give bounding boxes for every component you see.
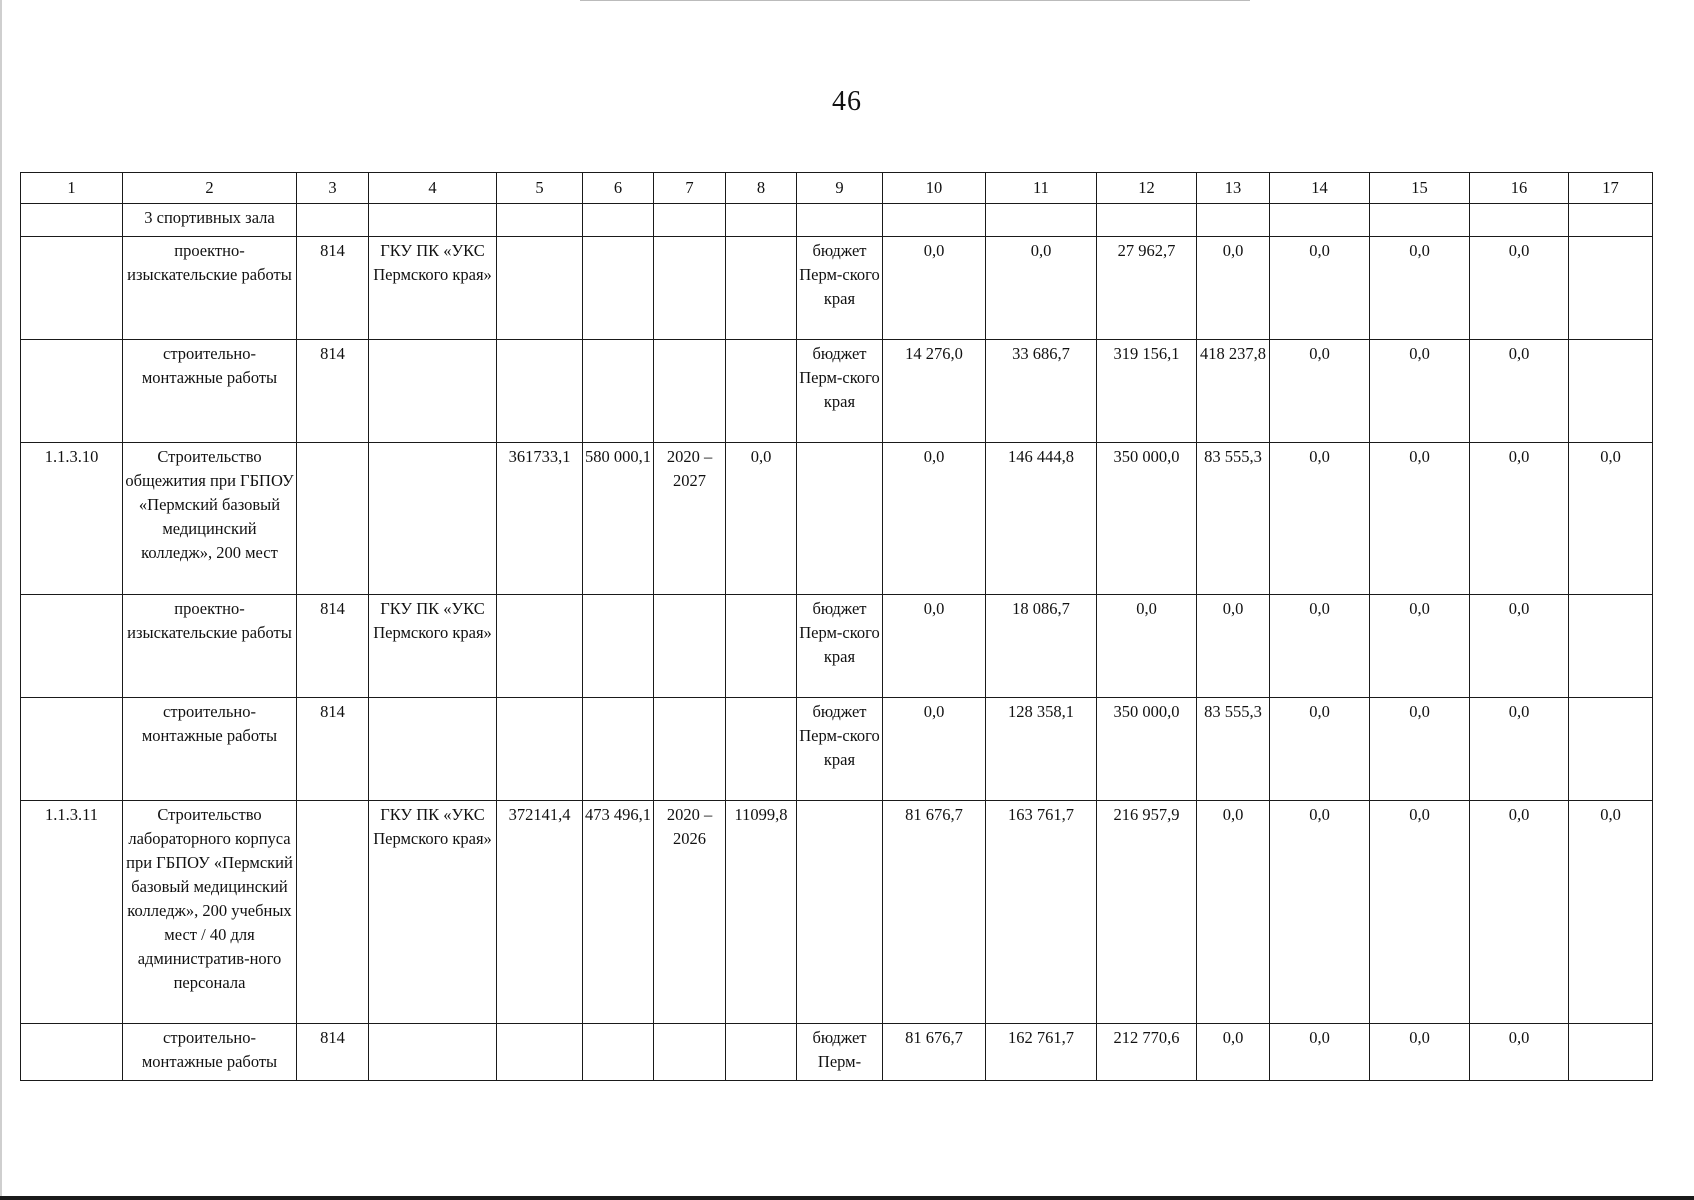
- table-cell: [654, 698, 726, 801]
- table-cell: [497, 237, 583, 340]
- table-cell: Строительство лабораторного корпуса при ГБПОУ «Пермский базовый медицинский колледж», 200 учебных мест / 40 для административ-ного персонала: [123, 801, 297, 1024]
- table-cell: [797, 204, 883, 237]
- col-header: 14: [1270, 173, 1370, 204]
- table-cell: [726, 340, 797, 443]
- table-cell: 350 000,0: [1097, 443, 1197, 595]
- table-cell: 83 555,3: [1197, 698, 1270, 801]
- table-cell: бюджет Перм-ского края: [797, 595, 883, 698]
- table-cell: [1370, 204, 1470, 237]
- table-row: [21, 204, 1653, 237]
- table-cell: [1569, 204, 1653, 237]
- table-cell: 580 000,1: [583, 443, 654, 595]
- table-cell: [583, 595, 654, 698]
- col-header: 9: [797, 173, 883, 204]
- table-cell: 372141,4: [497, 801, 583, 1024]
- column-number-row: [21, 173, 1653, 204]
- table-cell: [497, 340, 583, 443]
- table-cell: [726, 698, 797, 801]
- table-cell: строительно-монтажные работы: [123, 340, 297, 443]
- table-row: [21, 443, 1653, 595]
- table-cell: [497, 595, 583, 698]
- table-cell: 128 358,1: [986, 698, 1097, 801]
- table-cell: 0,0: [1470, 340, 1569, 443]
- col-header: 6: [583, 173, 654, 204]
- table-cell: 0,0: [1197, 237, 1270, 340]
- table-cell: [1470, 204, 1569, 237]
- table-cell: 814: [297, 340, 369, 443]
- table-cell: 163 761,7: [986, 801, 1097, 1024]
- table-cell: 27 962,7: [1097, 237, 1197, 340]
- col-header: 13: [1197, 173, 1270, 204]
- table-cell: [1569, 340, 1653, 443]
- table-cell: 0,0: [1197, 595, 1270, 698]
- table-cell: [369, 698, 497, 801]
- table-cell: [369, 1024, 497, 1081]
- col-header: 15: [1370, 173, 1470, 204]
- table-cell: 0,0: [1370, 801, 1470, 1024]
- table-cell: [583, 1024, 654, 1081]
- table-cell: 0,0: [883, 595, 986, 698]
- table-cell: 14 276,0: [883, 340, 986, 443]
- table-cell: 0,0: [1270, 801, 1370, 1024]
- table-cell: 0,0: [1470, 698, 1569, 801]
- table-cell: бюджет Перм-ского края: [797, 698, 883, 801]
- scan-top-line: [580, 0, 1250, 1]
- table-cell: [583, 698, 654, 801]
- table-cell: 0,0: [1370, 1024, 1470, 1081]
- table-cell: [726, 1024, 797, 1081]
- table-cell: бюджет Перм-ского края: [797, 237, 883, 340]
- table-cell: 0,0: [1370, 698, 1470, 801]
- table-row: [21, 340, 1653, 443]
- table-cell: [21, 237, 123, 340]
- table-cell: [654, 595, 726, 698]
- table-cell: [583, 204, 654, 237]
- table-cell: 0,0: [1569, 801, 1653, 1024]
- col-header: 5: [497, 173, 583, 204]
- col-header: 10: [883, 173, 986, 204]
- col-header: 11: [986, 173, 1097, 204]
- table-cell: [1569, 1024, 1653, 1081]
- table-cell: [497, 1024, 583, 1081]
- table-cell: 0,0: [883, 237, 986, 340]
- col-header: 4: [369, 173, 497, 204]
- table-cell: [1270, 204, 1370, 237]
- table-cell: [726, 204, 797, 237]
- table-cell: 2020 – 2026: [654, 801, 726, 1024]
- table-cell: [1097, 204, 1197, 237]
- table-cell: ГКУ ПК «УКС Пермского края»: [369, 801, 497, 1024]
- table-cell: [21, 204, 123, 237]
- table-cell: 212 770,6: [1097, 1024, 1197, 1081]
- table-cell: бюджет Перм-: [797, 1024, 883, 1081]
- table-cell: 0,0: [1270, 443, 1370, 595]
- table-cell: 81 676,7: [883, 1024, 986, 1081]
- table-cell: [297, 204, 369, 237]
- table-cell: 0,0: [1470, 801, 1569, 1024]
- table-cell: [583, 237, 654, 340]
- table-cell: ГКУ ПК «УКС Пермского края»: [369, 595, 497, 698]
- table-cell: 0,0: [1270, 237, 1370, 340]
- table-cell: 1.1.3.10: [21, 443, 123, 595]
- table-row: [21, 801, 1653, 1024]
- table-row: [21, 595, 1653, 698]
- table-cell: 0,0: [1370, 237, 1470, 340]
- table-cell: [986, 204, 1097, 237]
- table-cell: 473 496,1: [583, 801, 654, 1024]
- scan-bottom-edge: [0, 1196, 1694, 1200]
- table-cell: 361733,1: [497, 443, 583, 595]
- table-cell: [654, 340, 726, 443]
- col-header: 1: [21, 173, 123, 204]
- table-row: [21, 698, 1653, 801]
- table-cell: 0,0: [1470, 443, 1569, 595]
- table-cell: [883, 204, 986, 237]
- table-cell: 146 444,8: [986, 443, 1097, 595]
- table-cell: 0,0: [883, 698, 986, 801]
- table-cell: [1197, 204, 1270, 237]
- table-cell: 0,0: [1470, 1024, 1569, 1081]
- table-cell: 319 156,1: [1097, 340, 1197, 443]
- table-row: [21, 237, 1653, 340]
- table-cell: 0,0: [1370, 340, 1470, 443]
- table-cell: 814: [297, 237, 369, 340]
- table-cell: 0,0: [1370, 443, 1470, 595]
- col-header: 8: [726, 173, 797, 204]
- table-cell: [583, 340, 654, 443]
- table-cell: 0,0: [1097, 595, 1197, 698]
- table-cell: строительно-монтажные работы: [123, 1024, 297, 1081]
- table-cell: 162 761,7: [986, 1024, 1097, 1081]
- table-cell: [1569, 698, 1653, 801]
- table-cell: 33 686,7: [986, 340, 1097, 443]
- table-cell: [1569, 595, 1653, 698]
- table-cell: [369, 340, 497, 443]
- table-row: [21, 1024, 1653, 1081]
- table-cell: 18 086,7: [986, 595, 1097, 698]
- table-cell: 11099,8: [726, 801, 797, 1024]
- table-cell: [297, 443, 369, 595]
- page-number: 46: [832, 86, 862, 117]
- table-cell: [21, 1024, 123, 1081]
- table-cell: [21, 595, 123, 698]
- table-cell: [726, 237, 797, 340]
- table-cell: 0,0: [1270, 595, 1370, 698]
- table-cell: Строительство общежития при ГБПОУ «Пермский базовый медицинский колледж», 200 мест: [123, 443, 297, 595]
- table-cell: 814: [297, 1024, 369, 1081]
- col-header: 16: [1470, 173, 1569, 204]
- table-cell: 216 957,9: [1097, 801, 1197, 1024]
- table-cell: [21, 340, 123, 443]
- table-cell: 0,0: [1370, 595, 1470, 698]
- table-cell: [797, 801, 883, 1024]
- table-cell: 0,0: [1470, 595, 1569, 698]
- table-cell: 81 676,7: [883, 801, 986, 1024]
- table-cell: 1.1.3.11: [21, 801, 123, 1024]
- table-cell: [726, 595, 797, 698]
- table-cell: [21, 698, 123, 801]
- table-cell: 83 555,3: [1197, 443, 1270, 595]
- table-cell: [369, 204, 497, 237]
- budget-table: [20, 172, 1653, 1081]
- table-cell: [297, 801, 369, 1024]
- table-cell: [497, 204, 583, 237]
- scan-left-edge: [0, 0, 2, 1200]
- table-cell: 0,0: [1270, 340, 1370, 443]
- table-cell: [654, 204, 726, 237]
- col-header: 7: [654, 173, 726, 204]
- table-cell: бюджет Перм-ского края: [797, 340, 883, 443]
- table-cell: проектно-изыскательские работы: [123, 237, 297, 340]
- col-header: 3: [297, 173, 369, 204]
- col-header: 2: [123, 173, 297, 204]
- table-cell: 0,0: [1197, 801, 1270, 1024]
- table-cell: [797, 443, 883, 595]
- table-cell: 0,0: [1270, 698, 1370, 801]
- table-cell: проектно-изыскательские работы: [123, 595, 297, 698]
- table-cell: 814: [297, 698, 369, 801]
- table-cell: 0,0: [1270, 1024, 1370, 1081]
- table-cell: ГКУ ПК «УКС Пермского края»: [369, 237, 497, 340]
- table-cell: 814: [297, 595, 369, 698]
- table-cell: [654, 1024, 726, 1081]
- table-cell: 3 спортивных зала: [123, 204, 297, 237]
- table-cell: 0,0: [726, 443, 797, 595]
- table-cell: 350 000,0: [1097, 698, 1197, 801]
- table-cell: 0,0: [1197, 1024, 1270, 1081]
- col-header: 12: [1097, 173, 1197, 204]
- table-cell: 0,0: [1569, 443, 1653, 595]
- table-cell: 2020 – 2027: [654, 443, 726, 595]
- table-cell: [654, 237, 726, 340]
- table-cell: [1569, 237, 1653, 340]
- table-cell: 418 237,8: [1197, 340, 1270, 443]
- table-cell: 0,0: [883, 443, 986, 595]
- table-cell: [497, 698, 583, 801]
- col-header: 17: [1569, 173, 1653, 204]
- table-cell: строительно-монтажные работы: [123, 698, 297, 801]
- table-cell: 0,0: [986, 237, 1097, 340]
- table-cell: [369, 443, 497, 595]
- table-cell: 0,0: [1470, 237, 1569, 340]
